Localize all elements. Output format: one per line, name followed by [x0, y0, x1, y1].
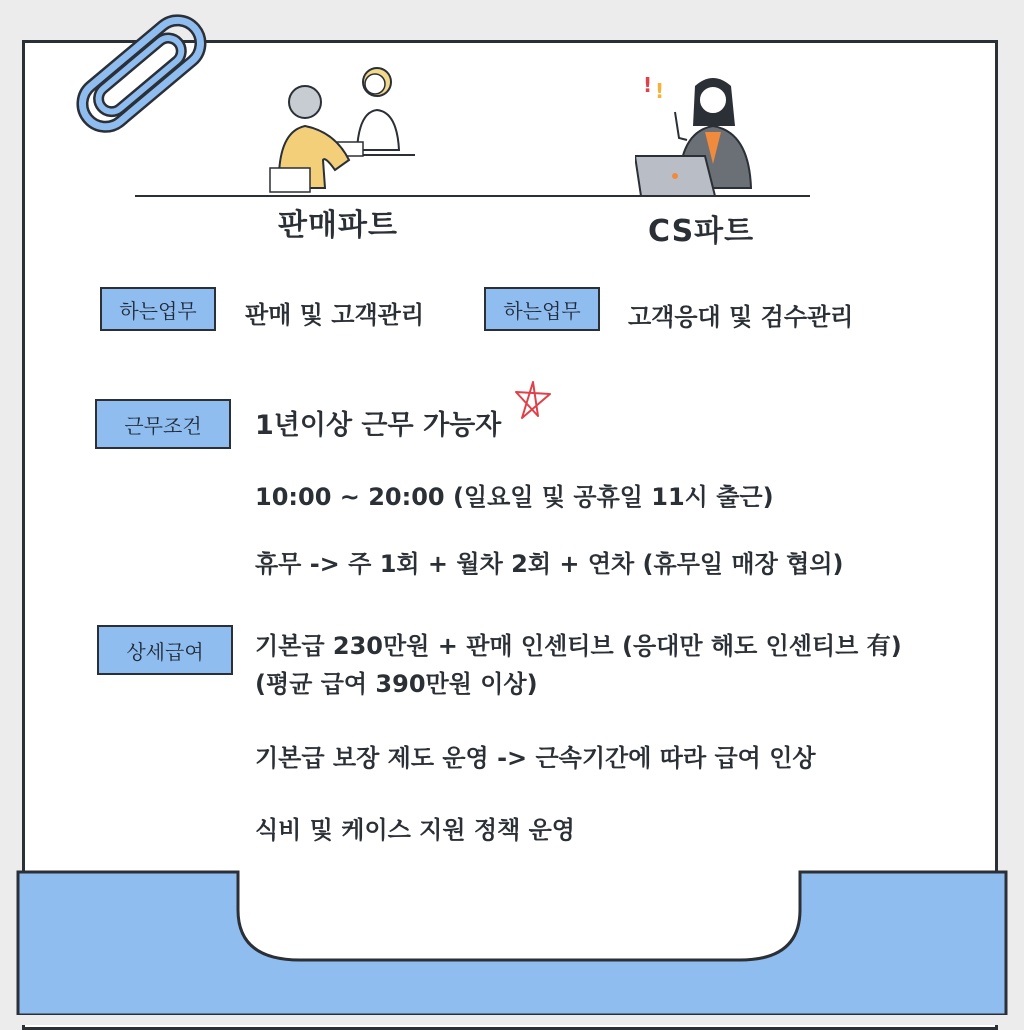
conditions-tag: 근무조건	[95, 399, 231, 449]
sales-duty-tag: 하는업무	[100, 287, 216, 331]
sales-duty-text: 판매 및 고객관리	[245, 301, 424, 329]
condition-item: 휴무 -> 주 1회 + 월차 2회 + 연차 (휴무일 매장 협의)	[255, 550, 844, 578]
salary-item: 기본급 230만원 + 판매 인센티브 (응대만 해도 인센티브 有)	[255, 632, 902, 660]
salary-item: 기본급 보장 제도 운영 -> 근속기간에 따라 급여 인상	[255, 744, 816, 772]
salary-item: (평균 급여 390만원 이상)	[255, 670, 538, 698]
cs-duty-tag: 하는업무	[484, 287, 600, 331]
bottom-band	[0, 855, 1024, 1025]
svg-text:!: !	[655, 79, 665, 103]
condition-item: 1년이상 근무 가능자	[255, 410, 502, 441]
salary-tag: 상세급여	[97, 625, 233, 675]
sales-part-title: 판매파트	[278, 208, 398, 243]
salary-item: 식비 및 케이스 지원 정책 운영	[255, 816, 575, 844]
cs-duty-text: 고객응대 및 검수관리	[628, 303, 854, 331]
condition-item: 10:00 ~ 20:00 (일요일 및 공휴일 11시 출근)	[255, 483, 774, 511]
svg-text:!: !	[643, 73, 653, 97]
table-line	[135, 195, 810, 197]
cs-part-title: CS파트	[648, 214, 755, 249]
sales-meeting-illustration	[265, 60, 425, 195]
paperclip-icon	[62, 6, 212, 146]
star-doodle-icon	[510, 378, 556, 424]
cs-laptop-illustration	[635, 68, 775, 196]
